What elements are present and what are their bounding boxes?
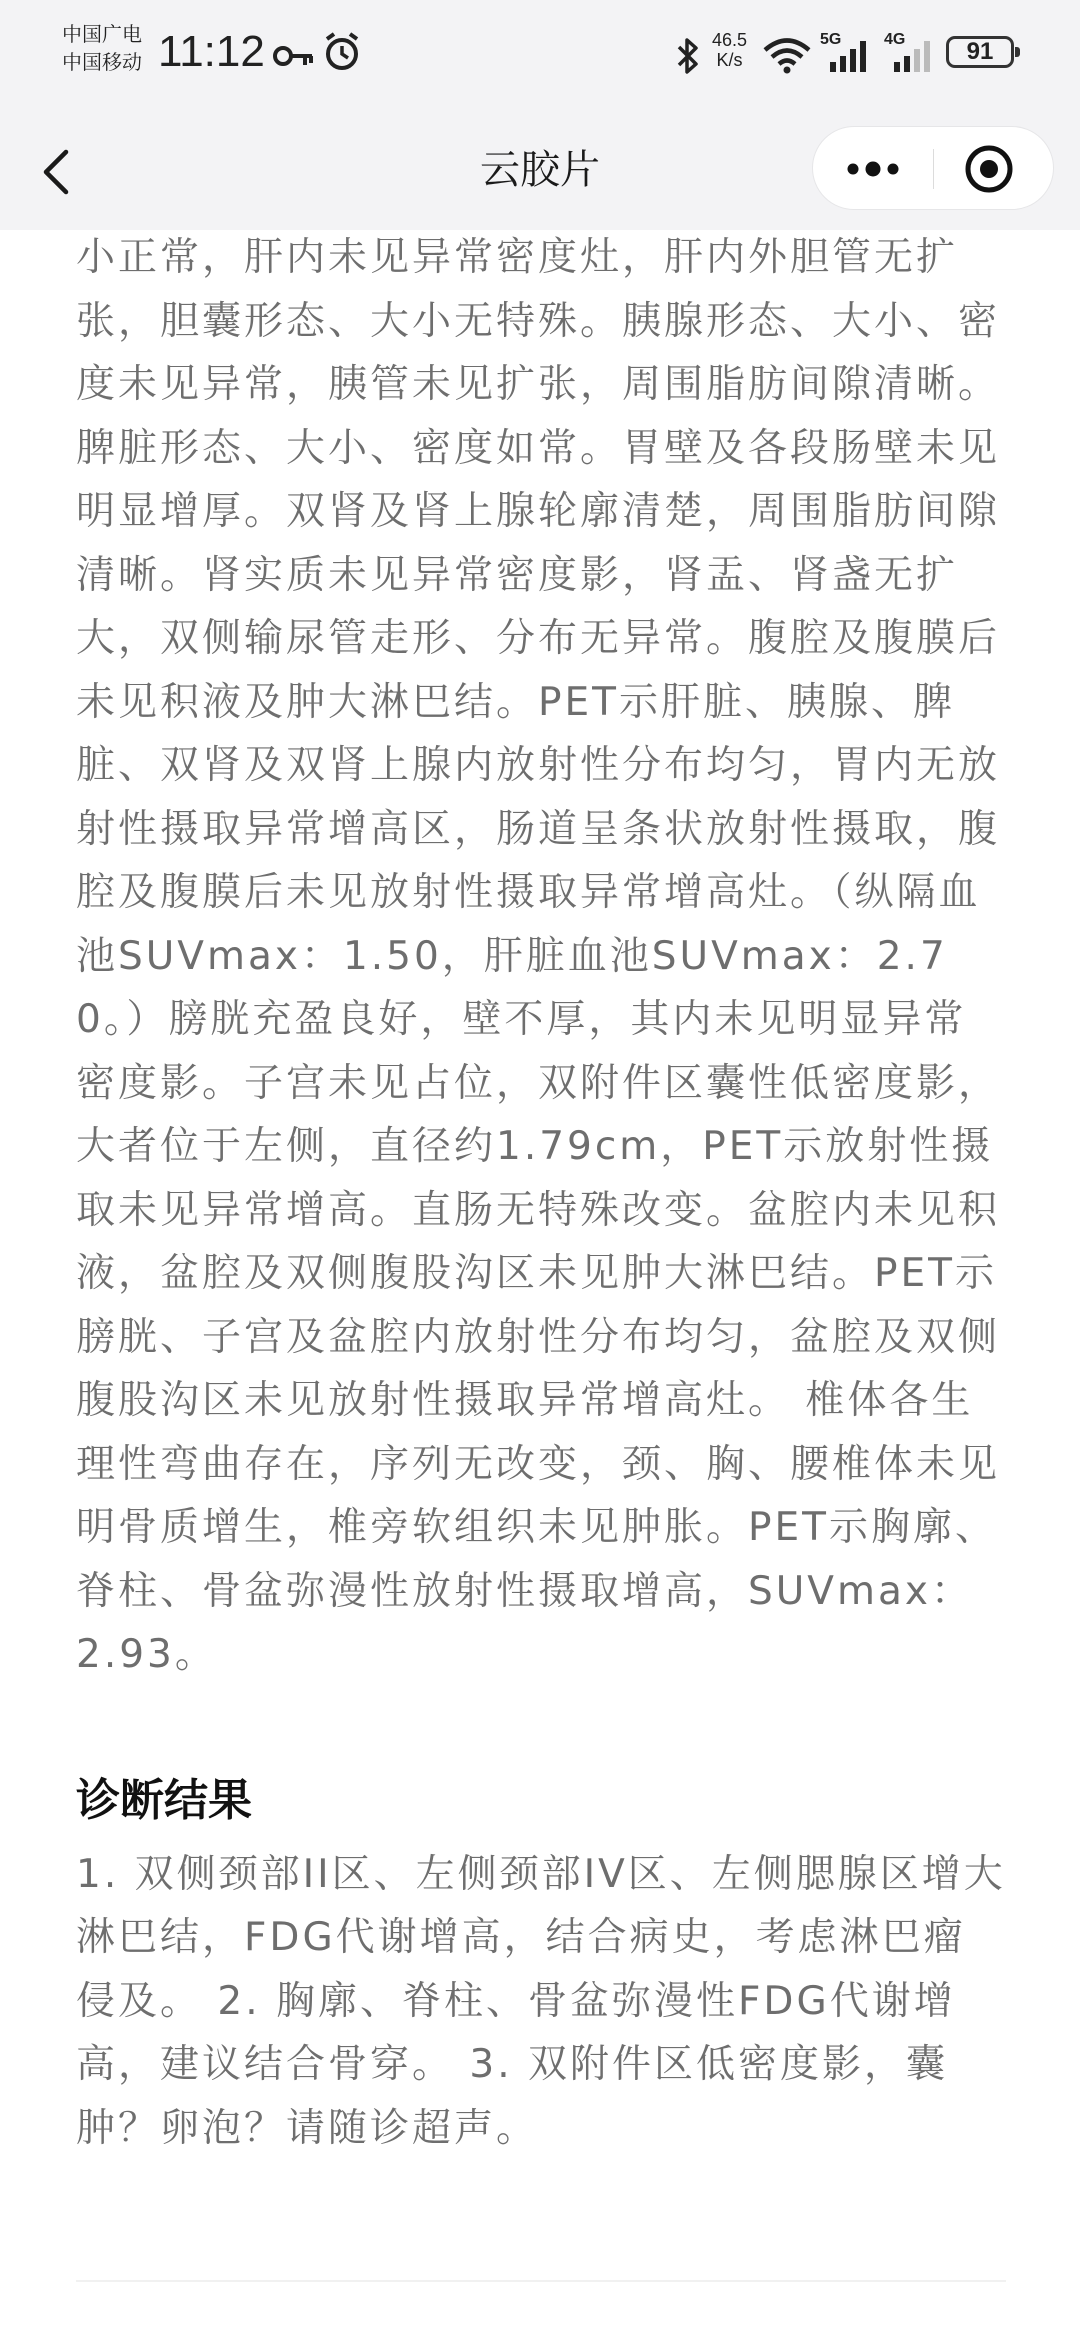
bluetooth-icon bbox=[674, 34, 702, 78]
back-button[interactable] bbox=[30, 136, 90, 204]
close-button[interactable] bbox=[963, 143, 1015, 195]
diagnosis-title: 诊断结果 bbox=[76, 1774, 252, 1826]
capsule-divider bbox=[933, 149, 934, 189]
network-speed-value: 46.5 bbox=[712, 30, 748, 50]
network-speed-unit: K/s bbox=[716, 50, 743, 70]
divider bbox=[76, 2280, 1006, 2282]
signal-5g bbox=[820, 32, 874, 72]
signal-4g bbox=[884, 32, 938, 72]
nav-bar bbox=[0, 110, 1080, 230]
carrier-2: 中国移动 bbox=[62, 50, 142, 74]
status-bar bbox=[0, 0, 1080, 110]
close-target-icon bbox=[963, 143, 1015, 195]
carrier-1: 中国广电 bbox=[62, 22, 142, 46]
more-button[interactable] bbox=[841, 145, 905, 193]
battery-icon: 91 bbox=[946, 36, 1014, 68]
network-speed bbox=[712, 30, 747, 70]
clock: 11:12 bbox=[158, 27, 265, 76]
signal-icon bbox=[828, 38, 874, 72]
mini-program-capsule bbox=[812, 126, 1054, 210]
diagnosis-text: 1. 双侧颈部II区、左侧颈部IV区、左侧腮腺区增大淋巴结，FDG代谢增高，结合病史，考虑淋巴瘤侵及。 2. 胸廓、脊柱、骨盆弥漫性FDG代谢增高，建议结合骨穿。 3. 双附件区低密度影，囊肿？卵泡？请随诊超声。 bbox=[76, 1851, 1006, 2151]
signal-5g-label: 5G bbox=[820, 31, 842, 48]
signal-4g-label: 4G bbox=[884, 31, 906, 48]
more-dots-icon bbox=[841, 145, 905, 193]
findings-text: 小正常，肝内未见异常密度灶，肝内外胆管无扩张，胆囊形态、大小无特殊。胰腺形态、大小、密度未见异常，胰管未见扩张，周围脂肪间隙清晰。脾脏形态、大小、密度如常。胃壁及各段肠壁未见明显增厚。双肾及肾上腺轮廓清楚，周围脂肪间隙清晰。肾实质未见异常密度影，肾盂、肾盏无扩大，双侧输尿管走形、分布无异常。腹腔及腹膜后未见积液及肿大淋巴结。PET示肝脏、胰腺、脾脏、双肾及双肾上腺内放射性分布均匀，胃内无放射性摄取异常增高区，肠道呈条状放射性摄取，腹腔及腹膜后未见放射性摄取异常增高灶。（纵隔血池SUVmax：1.50，肝脏血池SUVmax：2.70。）膀胱充盈良好，壁不厚，其内未见明显异常密度影。子宫未见占位，双附件区囊性低密度影，大者位于左侧，直径约1.79cm，PET示放射性摄取未见异常增高。直肠无特殊改变。盆腔内未见积液，盆腔及双侧腹股沟区未见肿大淋巴结。PET示膀胱、子宫及盆腔内放射性分布均匀，盆腔及双侧腹股沟区未见放射性摄取异常增高灶。 椎体各生理性弯曲存在，序列无改变，颈、胸、腰椎体未见明骨质增生，椎旁软组织未见肿胀。PET示胸廓、脊柱、骨盆弥漫性放射性摄取增高，SUVmax：2.93。 bbox=[76, 235, 1001, 1677]
wifi-icon bbox=[762, 34, 812, 78]
back-arrow-icon bbox=[30, 136, 90, 204]
carrier-info bbox=[62, 20, 142, 76]
page-title: 云胶片 bbox=[480, 147, 600, 193]
report-content bbox=[76, 226, 1006, 2160]
key-icon bbox=[272, 34, 316, 78]
alarm-icon bbox=[322, 30, 362, 74]
signal-icon bbox=[892, 38, 938, 72]
